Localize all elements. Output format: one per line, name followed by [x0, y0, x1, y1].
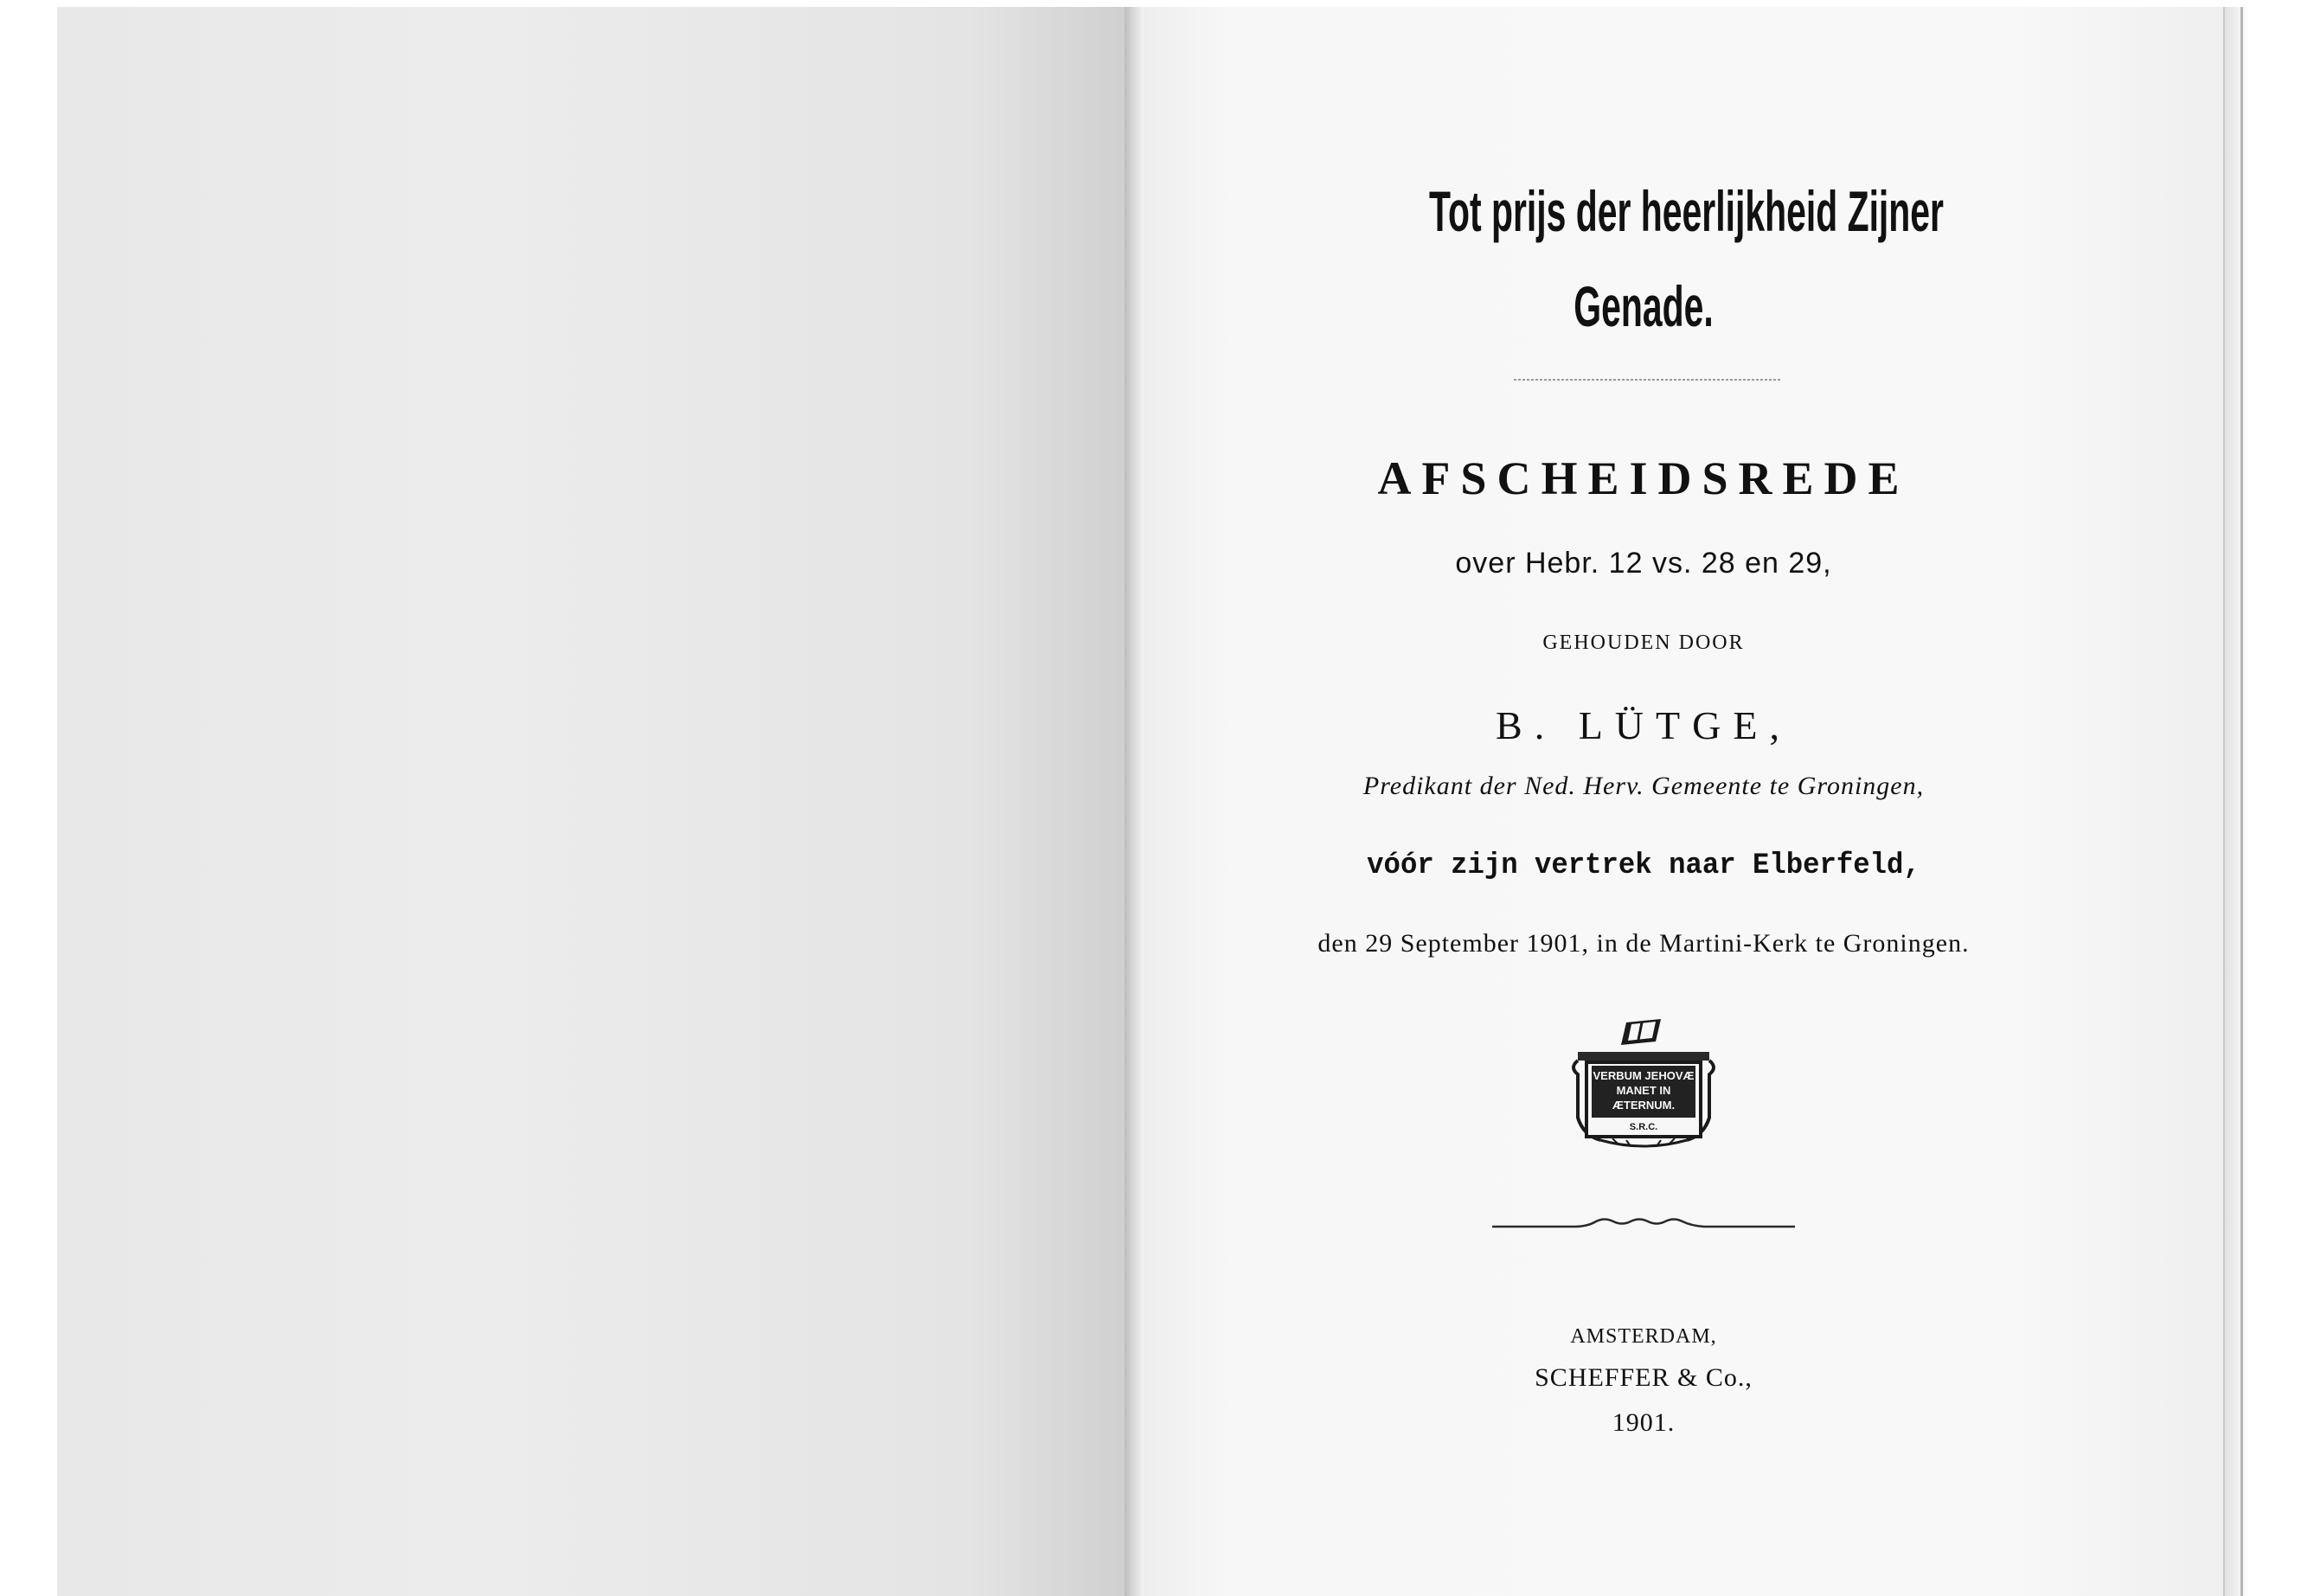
title-line-2: Genade.	[1574, 274, 1714, 338]
main-heading: AFSCHEIDSREDE	[1377, 452, 1910, 504]
occasion-line: vóór zijn vertrek naar Elberfeld,	[1367, 849, 1920, 882]
left-page-blank	[57, 7, 1130, 1596]
publisher-emblem-icon	[1566, 1014, 1721, 1152]
title-divider	[1514, 377, 1782, 382]
emblem-motto-line-1: VERBUM JEHOVÆ	[1593, 1069, 1695, 1082]
emblem-motto-line-3: ÆTERNUM.	[1612, 1099, 1676, 1112]
emblem-motto-line-2: MANET IN	[1616, 1084, 1671, 1097]
imprint-city: AMSTERDAM,	[1570, 1325, 1717, 1348]
date-place-line: den 29 September 1901, in de Martini-Kerk te Groningen.	[1317, 929, 1970, 958]
imprint-year: 1901.	[1612, 1408, 1676, 1437]
page-edge	[2223, 7, 2247, 1596]
title-line-1: Tot prijs der heerlijkheid Zijner	[1429, 179, 1944, 243]
ornamental-divider	[1492, 1213, 1795, 1234]
scripture-reference: over Hebr. 12 vs. 28 en 29,	[1455, 547, 1832, 580]
imprint-publisher: SCHEFFER & Co.,	[1535, 1363, 1753, 1392]
book-gutter	[1125, 7, 1144, 1596]
author-name: B. LÜTGE,	[1496, 703, 1791, 747]
author-role: Predikant der Ned. Herv. Gemeente te Groningen,	[1362, 772, 1925, 800]
page-edge-line	[2240, 7, 2243, 1596]
emblem-initials: S.R.C.	[1629, 1122, 1658, 1132]
held-by-label: GEHOUDEN DOOR	[1542, 631, 1745, 654]
